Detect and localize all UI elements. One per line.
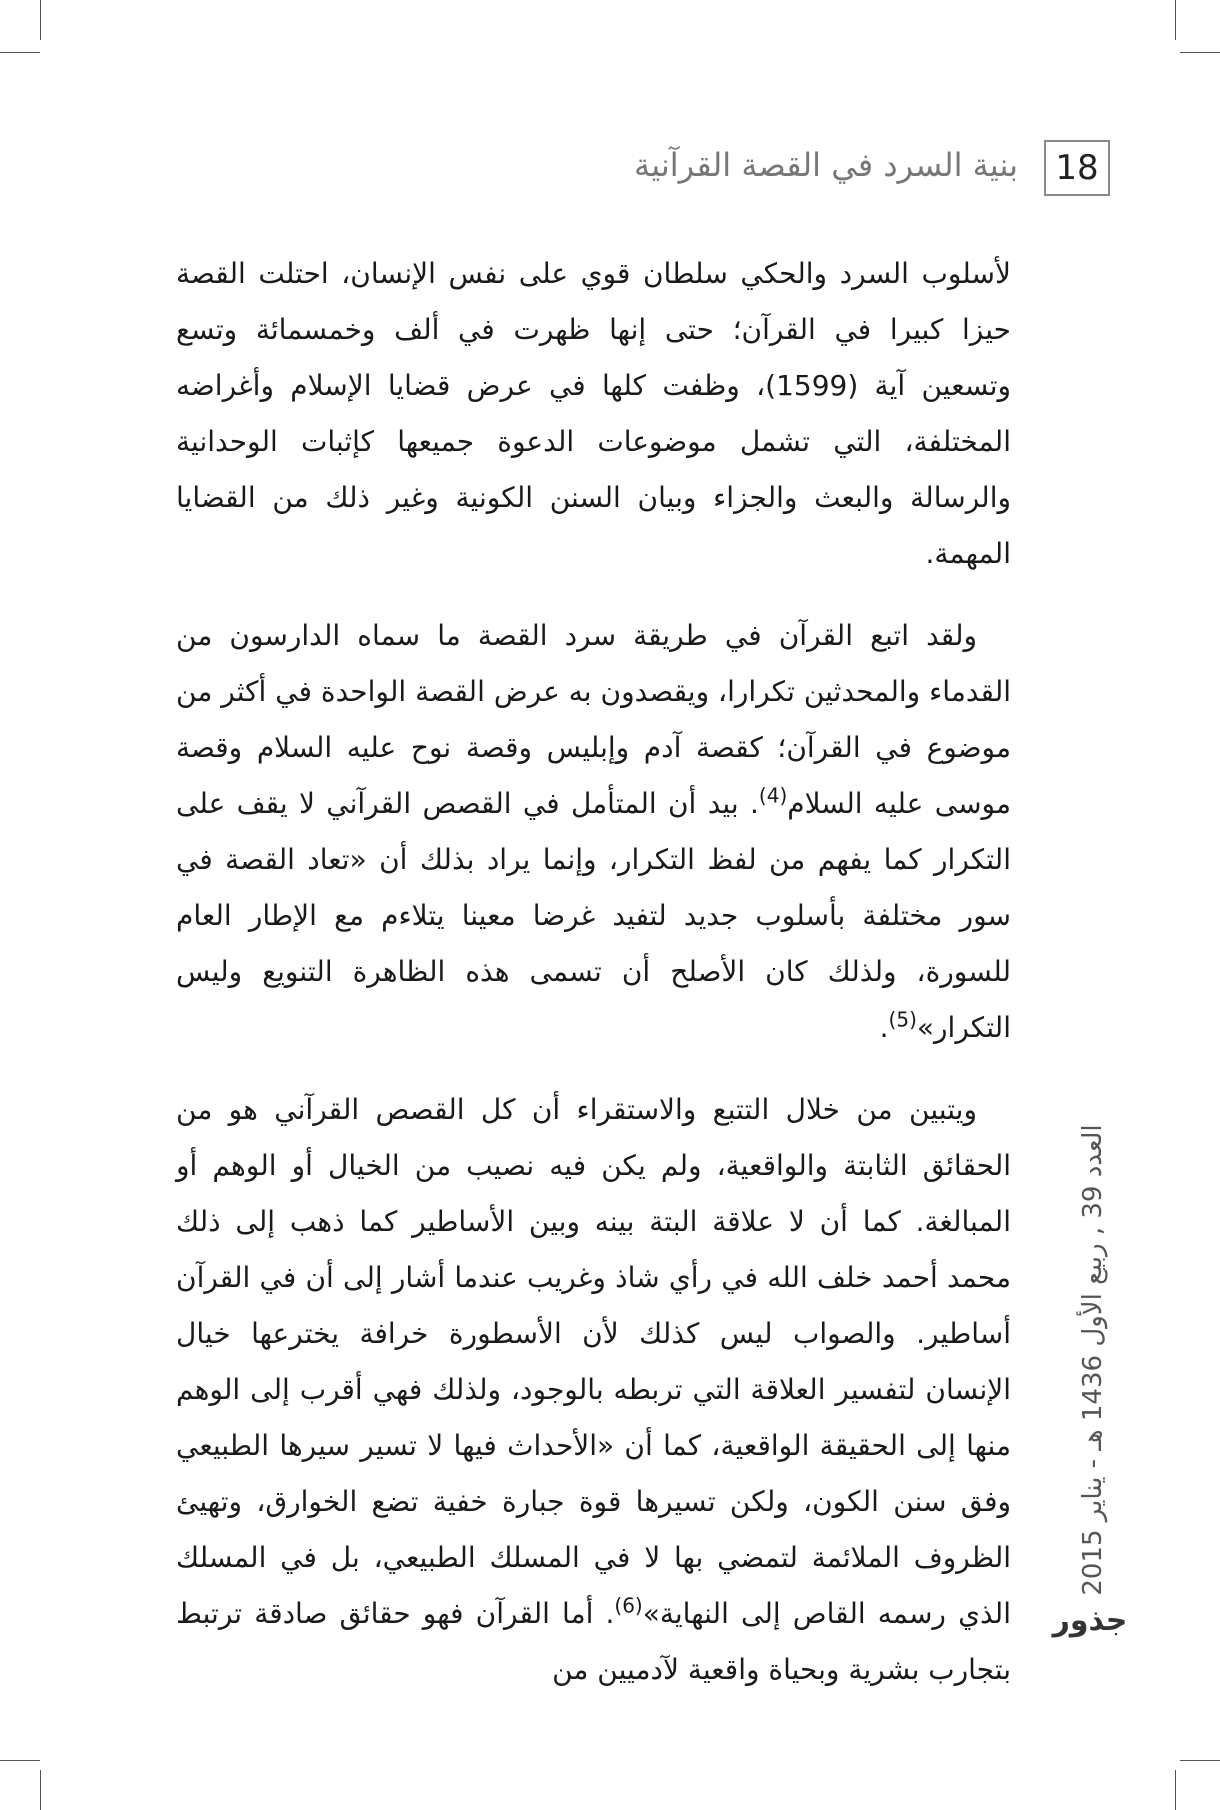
paragraph-2-text-b: . بيد أن المتأمل في القصص القرآني لا يقف على التكرار كما يفهم من لفظ التكرار، وإنما يراد بذلك أن «تعاد القصة في سور مختلفة بأسلوب جديد لتفيد غرضا معينا يتلاءم مع الإطار العام للسورة، ولذلك كان الأصلح أن تسمى هذه الظاهرة التنويع وليس التكرار» <box>176 787 1011 1044</box>
running-title: بنية السرد في القصة القرآنية <box>634 146 1018 184</box>
crop-mark <box>40 1770 41 1810</box>
article-body <box>176 246 1011 1698</box>
page-number: 18 <box>1044 140 1110 196</box>
paragraph-2-text-c: . <box>879 1011 889 1044</box>
crop-mark <box>1180 52 1220 53</box>
crop-mark <box>0 52 40 53</box>
issue-info: العدد 39 , ربيع الأول 1436 هـ - يناير 2015 <box>1078 1124 1108 1596</box>
footnote-ref-6[interactable]: (6) <box>614 1593 643 1618</box>
paragraph-2 <box>176 608 1011 1056</box>
crop-mark <box>40 0 41 40</box>
paragraph-3-text-b: . أما القرآن فهو حقائق صادقة ترتبط بتجارب بشرية وبحياة واقعية لآدميين من <box>176 1597 1011 1686</box>
page-header <box>160 140 1110 200</box>
crop-mark <box>1175 0 1176 40</box>
journal-logo: جذور <box>1052 1602 1128 1638</box>
footnote-ref-5[interactable]: (5) <box>888 1007 917 1032</box>
paragraph-2-text-a: ولقد اتبع القرآن في طريقة سرد القصة ما سماه الدارسون من القدماء والمحدثين تكرارا، ويقصدون به عرض القصة الواحدة في أكثر من موضوع في القرآن؛ كقصة آدم وإبليس وقصة نوح عليه السلام وقصة موسى عليه السلام <box>176 619 1011 820</box>
paragraph-1: لأسلوب السرد والحكي سلطان قوي على نفس الإنسان، احتلت القصة حيزا كبيرا في القرآن؛ حتى إنها ظهرت في ألف وخمسمائة وتسع وتسعين آية (1599)، وظفت كلها في عرض قضايا الإسلام وأغراضه المختلفة، التي تشمل موضوعات الدعوة جميعها كإثبات الوحدانية والرسالة والبعث والجزاء وبيان السنن الكونية وغير ذلك من القضايا المهمة. <box>176 257 1012 570</box>
paragraph-3 <box>176 1082 1011 1698</box>
crop-mark <box>1175 1770 1176 1810</box>
crop-mark <box>1180 1760 1220 1761</box>
crop-mark <box>0 1760 40 1761</box>
footnote-ref-4[interactable]: (4) <box>758 783 788 808</box>
paragraph-3-text-a: ويتبين من خلال التتبع والاستقراء أن كل القصص القرآني هو من الحقائق الثابتة والواقعية، ولم يكن فيه نصيب من الخيال أو الوهم أو المبالغة. كما أن لا علاقة البتة بينه وبين الأساطير كما ذهب إلى ذلك محمد أحمد خلف الله في رأي شاذ وغريب عندما أشار إلى أن في القرآن أساطير. والصواب ليس كذلك لأن الأسطورة خرافة يخترعها خيال الإنسان لتفسير العلاقة التي تربطه بالوجود، ولذلك فهي أقرب إلى الوهم منها إلى الحقيقة الواقعية، كما أن «الأحداث فيها لا تسير سيرها الطبيعي وفق سنن الكون، ولكن تسيرها قوة جبارة خفية تضع الخوارق، وتهيئ الظروف الملائمة لتمضي بها لا في المسلك الطبيعي، بل في المسلك الذي رسمه القاص إلى النهاية» <box>176 1093 1011 1630</box>
